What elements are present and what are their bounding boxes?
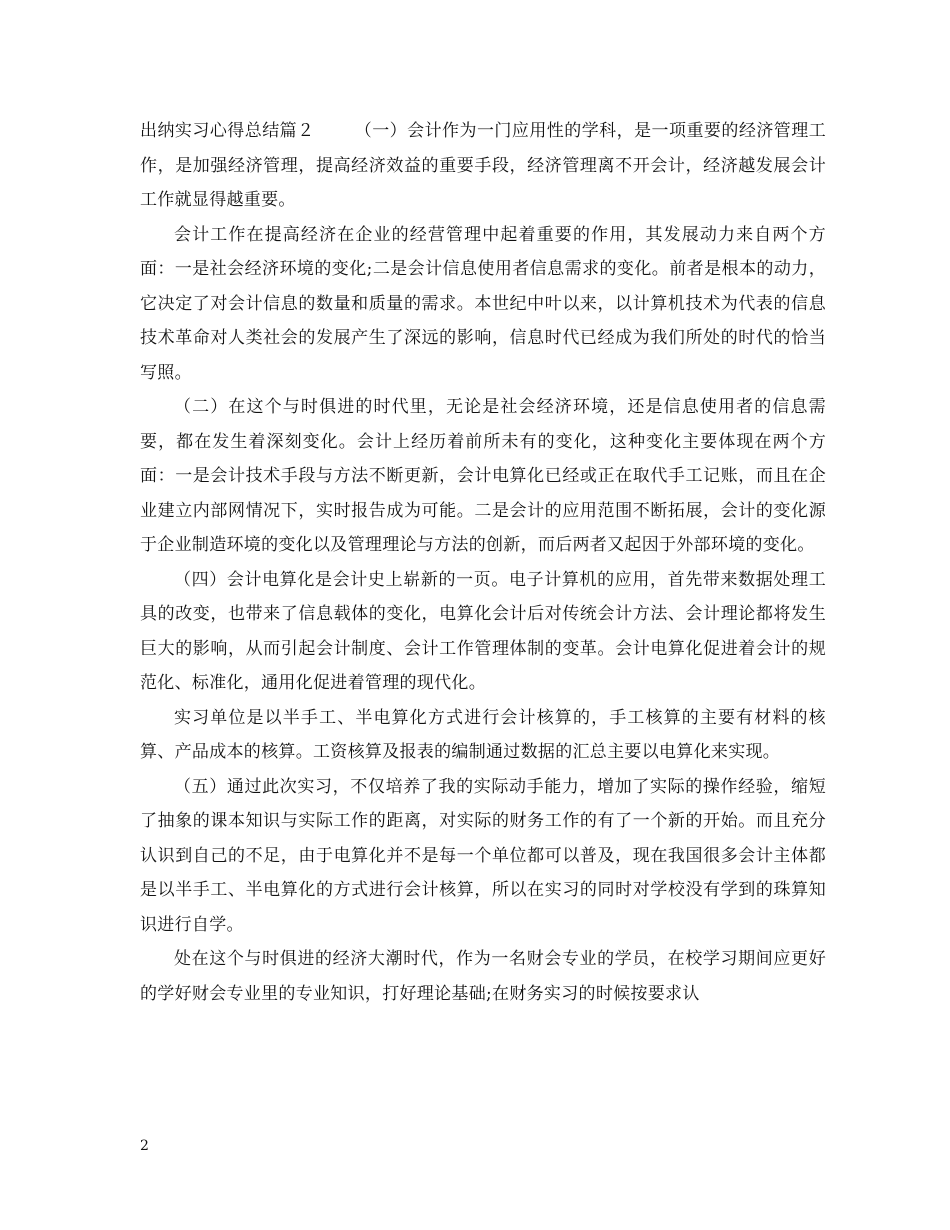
paragraph-1-text: （一）会计作为一门应用性的学科，是一项重要的经济管理工作，是加强经济管理，提高经济效益的重要手段，经济管理离不开会计，经济越发展会计工作就显得越重要。 xyxy=(140,121,826,210)
paragraph-7: 处在这个与时俱进的经济大潮时代，作为一名财会专业的学员，在校学习期间应更好的学好财会专业里的专业知识，打好理论基础;在财务实习的时候按要求认 xyxy=(140,949,826,1004)
document-body xyxy=(140,114,826,1011)
paragraph-2: 会计工作在提高经济在企业的经营管理中起着重要的作用，其发展动力来自两个方面：一是社会经济环境的变化;二是会计信息使用者信息需求的变化。前者是根本的动力，它决定了对会计信息的数量和质量的需求。本世纪中叶以来，以计算机技术为代表的信息技术革命对人类社会的发展产生了深远的影响，信息时代已经成为我们所处的时代的恰当写照。 xyxy=(140,224,826,383)
paragraph-3: （二）在这个与时俱进的时代里，无论是社会经济环境，还是信息使用者的信息需要，都在发生着深刻变化。会计上经历着前所未有的变化，这种变化主要体现在两个方面：一是会计技术手段与方法不断更新，会计电算化已经或正在取代手工记账，而且在企业建立内部网情况下，实时报告成为可能。二是会计的应用范围不断拓展，会计的变化源于企业制造环境的变化以及管理理论与方法的创新，而后两者又起因于外部环境的变化。 xyxy=(140,397,826,555)
page-number: 2 xyxy=(140,1138,149,1154)
paragraph-4: （四）会计电算化是会计史上崭新的一页。电子计算机的应用，首先带来数据处理工具的改变，也带来了信息载体的变化，电算化会计后对传统会计方法、会计理论都将发生巨大的影响，从而引起会计制度、会计工作管理体制的变革。会计电算化促进着会计的规范化、标准化，通用化促进着管理的现代化。 xyxy=(140,569,826,693)
paragraph-6: （五）通过此次实习，不仅培养了我的实际动手能力，增加了实际的操作经验，缩短了抽象的课本知识与实际工作的距离，对实际的财务工作的有了一个新的开始。而且充分认识到自己的不足，由于电算化并不是每一个单位都可以普及，现在我国很多会计主体都是以半手工、半电算化的方式进行会计核算，所以在实习的同时对学校没有学到的珠算知识进行自学。 xyxy=(140,776,826,935)
paragraph-5: 实习单位是以半手工、半电算化方式进行会计核算的，手工核算的主要有材料的核算、产品成本的核算。工资核算及报表的编制通过数据的汇总主要以电算化来实现。 xyxy=(140,707,826,762)
paragraph-1 xyxy=(140,114,826,218)
document-title: 出纳实习心得总结篇２ xyxy=(140,121,315,141)
